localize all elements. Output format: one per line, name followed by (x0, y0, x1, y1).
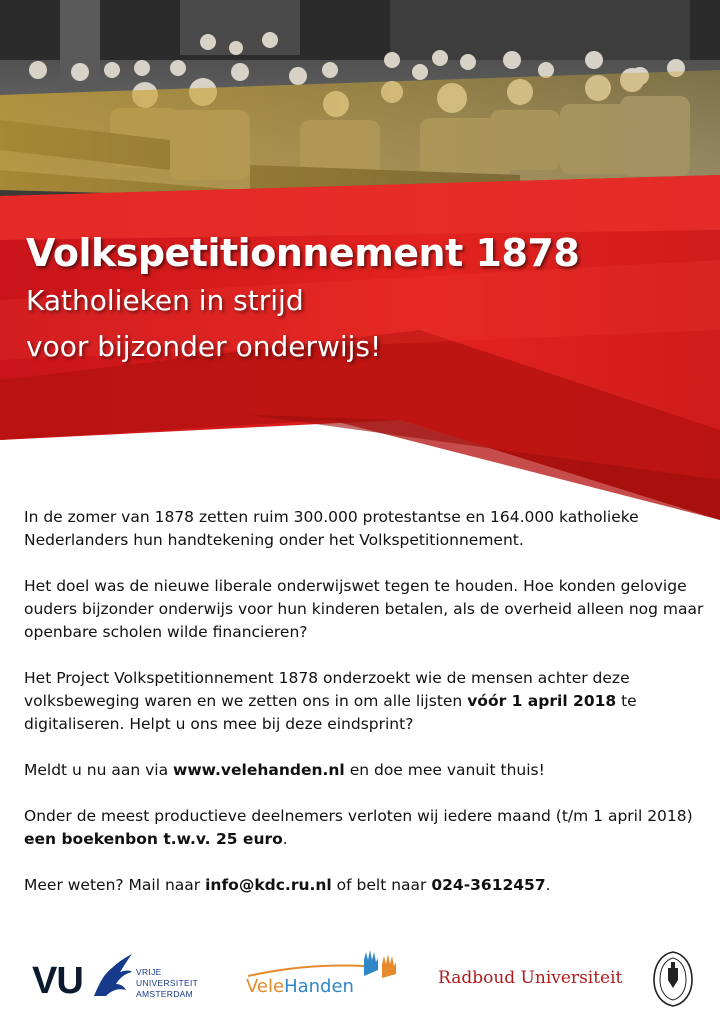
email-link[interactable]: info@kdc.ru.nl (205, 876, 332, 894)
phone-number[interactable]: 024-3612457 (431, 876, 546, 894)
paragraph-project-text-b: te digitaliseren. Helpt u ons mee bij deze eindsprint? (24, 692, 637, 733)
griffin-icon (90, 952, 134, 1002)
vu-logo-text (136, 967, 198, 1000)
paragraph-contact-text-mid: of belt naar (331, 876, 432, 894)
raised-hands-icon (356, 946, 404, 980)
paragraph-contact-text-b: . (545, 876, 551, 894)
radboud-logo[interactable]: Radboud Universiteit (438, 968, 623, 988)
body-text (24, 506, 704, 920)
paragraph-signup-text-a: Meldt u nu aan via (24, 761, 174, 779)
velehanden-handen: Handen (284, 976, 354, 997)
paragraph-prize-text-a: Onder de meest productieve deelnemers verloten wij iedere maand (t/m 1 april 2018) (24, 807, 693, 825)
paragraph-goal-text: Het doel was de nieuwe liberale onderwijswet tegen te houden. Hoe konden gelovige ouders bijzonder onderwijs voor hun kinderen betalen, als de overheid alleen nog maar openbare scholen wilde financieren? (24, 577, 704, 641)
poster-subtitle-line2: voor bijzonder onderwijs! (26, 330, 382, 363)
paragraph-prize (24, 805, 704, 851)
velehanden-logo[interactable] (244, 946, 404, 1002)
velehanden-vele: Vele (246, 976, 285, 997)
logo-bar (0, 944, 720, 1014)
paragraph-intro (24, 506, 704, 552)
title-block (26, 228, 706, 370)
vu-logo-line1: VRIJE (136, 967, 162, 977)
poster-title: Volkspetitionnement 1878 (26, 231, 580, 275)
paragraph-signup-text-b: en doe mee vanuit thuis! (344, 761, 545, 779)
paragraph-goal (24, 575, 704, 644)
prize-text: een boekenbon t.w.v. 25 euro (24, 830, 283, 848)
paragraph-project (24, 667, 704, 736)
radboud-seal-icon (650, 950, 696, 1008)
paragraph-project-text-a: Het Project Volkspetitionnement 1878 onderzoekt wie de mensen achter deze volksbeweging waren en we zetten ons in om alle lijsten (24, 669, 630, 710)
vu-logo[interactable] (32, 952, 212, 1002)
velehanden-wordmark (246, 976, 354, 997)
paragraph-signup (24, 759, 704, 782)
poster-subtitle-line1: Katholieken in strijd (26, 284, 304, 317)
vu-logo-line2: UNIVERSITEIT (136, 978, 199, 988)
vu-logo-letters: VU (32, 960, 83, 1002)
velehanden-link[interactable]: www.velehanden.nl (173, 761, 345, 779)
deadline-date: vóór 1 april 2018 (467, 692, 617, 710)
paragraph-contact (24, 874, 704, 897)
paragraph-intro-text: In de zomer van 1878 zetten ruim 300.000 protestantse en 164.000 katholieke Nederlanders hun handtekening onder het Volkspetitionnement. (24, 508, 639, 549)
paragraph-prize-text-b: . (282, 830, 288, 848)
paragraph-contact-text-a: Meer weten? Mail naar (24, 876, 206, 894)
vu-logo-line3: AMSTERDAM (136, 989, 194, 999)
